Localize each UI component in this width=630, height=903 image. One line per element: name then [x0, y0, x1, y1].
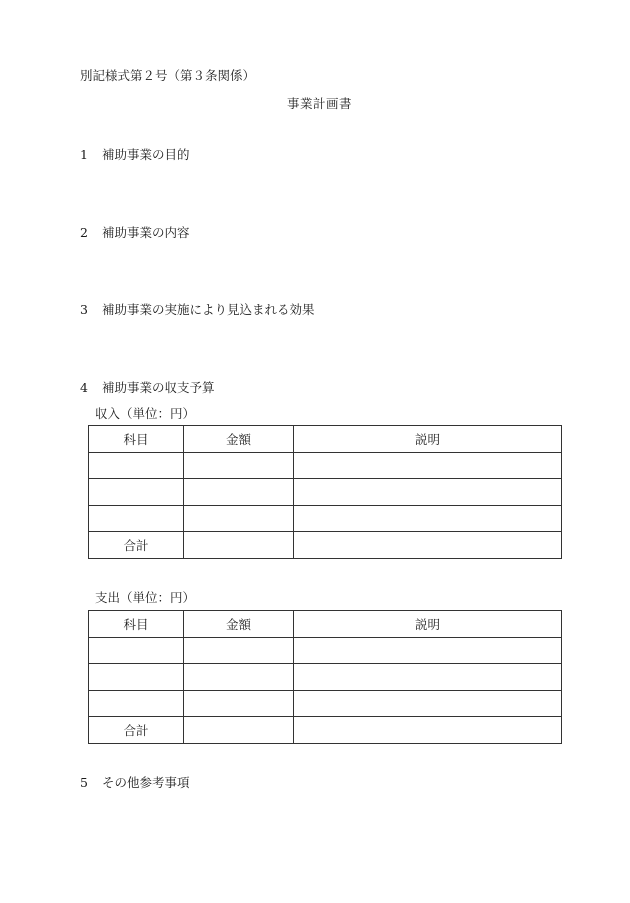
table-header-row [89, 611, 562, 638]
cell-description[interactable] [294, 452, 562, 479]
section-5-heading [80, 773, 190, 791]
header-subject: 科目 [89, 426, 184, 453]
cell-amount[interactable] [184, 690, 294, 717]
cell-subject[interactable] [89, 637, 184, 664]
section-number: 2 [80, 225, 88, 240]
total-row [89, 717, 562, 744]
cell-subject[interactable] [89, 505, 184, 532]
section-label: 補助事業の実施により見込まれる効果 [102, 302, 315, 317]
header-amount: 金額 [184, 426, 294, 453]
cell-subject[interactable] [89, 452, 184, 479]
cell-amount[interactable] [184, 637, 294, 664]
table-row [89, 637, 562, 664]
total-row [89, 532, 562, 559]
section-number: 5 [80, 775, 88, 790]
table-row [89, 479, 562, 506]
table-row [89, 505, 562, 532]
section-1-heading [80, 145, 190, 163]
cell-amount[interactable] [184, 452, 294, 479]
table-row [89, 690, 562, 717]
cell-subject[interactable] [89, 479, 184, 506]
section-2-heading [80, 223, 190, 241]
section-label: その他参考事項 [102, 775, 190, 790]
form-label: 別記様式第２号（第３条関係） [80, 68, 256, 83]
section-label: 補助事業の収支予算 [102, 380, 215, 395]
income-table [88, 425, 562, 559]
cell-amount[interactable] [184, 479, 294, 506]
table-row [89, 452, 562, 479]
document-title: 事業計画書 [287, 96, 353, 111]
cell-description[interactable] [294, 664, 562, 691]
table-row [89, 664, 562, 691]
section-4-heading [80, 378, 215, 396]
total-amount[interactable] [184, 532, 294, 559]
section-label: 補助事業の内容 [102, 225, 190, 240]
cell-subject[interactable] [89, 664, 184, 691]
section-number: 1 [80, 147, 88, 162]
header-subject: 科目 [89, 611, 184, 638]
total-amount[interactable] [184, 717, 294, 744]
cell-description[interactable] [294, 479, 562, 506]
cell-description[interactable] [294, 505, 562, 532]
expense-label: 支出（単位：円） [95, 590, 196, 605]
header-description: 説明 [294, 426, 562, 453]
cell-description[interactable] [294, 637, 562, 664]
total-label: 合計 [89, 532, 184, 559]
total-label: 合計 [89, 717, 184, 744]
cell-amount[interactable] [184, 505, 294, 532]
expense-table [88, 610, 562, 744]
income-label: 収入（単位：円） [95, 406, 196, 421]
cell-subject[interactable] [89, 690, 184, 717]
section-3-heading [80, 300, 315, 318]
section-number: 3 [80, 302, 88, 317]
cell-amount[interactable] [184, 664, 294, 691]
total-description[interactable] [294, 532, 562, 559]
total-description[interactable] [294, 717, 562, 744]
header-amount: 金額 [184, 611, 294, 638]
cell-description[interactable] [294, 690, 562, 717]
section-number: 4 [80, 380, 88, 395]
table-header-row [89, 426, 562, 453]
header-description: 説明 [294, 611, 562, 638]
section-label: 補助事業の目的 [102, 147, 190, 162]
